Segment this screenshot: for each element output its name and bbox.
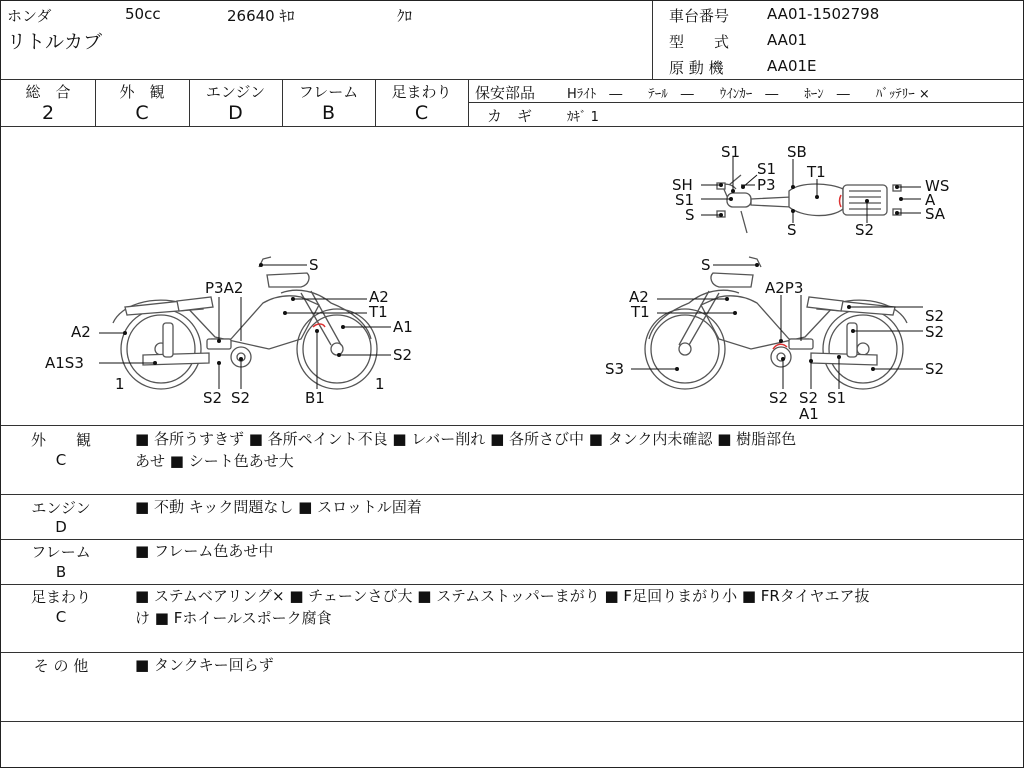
section-exterior-label: 外 観 xyxy=(30,431,91,449)
diagram-label: S xyxy=(309,256,319,274)
section-exterior-grade: C xyxy=(55,451,67,469)
header-bottom-line xyxy=(1,79,1023,80)
diagram-label: P3 xyxy=(757,176,776,194)
diagram-label: S1 xyxy=(757,160,777,178)
diagram-label: S1 xyxy=(827,389,847,407)
diagram-label: S2 xyxy=(393,346,413,364)
grade-divider xyxy=(282,79,283,126)
key-value: ｶｷﾞ 1 xyxy=(567,110,599,125)
displacement: 50cc xyxy=(125,5,161,23)
safety-items: Hﾗｲﾄ ― ﾃｰﾙ ― ｳｲﾝｶｰ ― ﾎｰﾝ ― ﾊﾞｯﾃﾘｰ × xyxy=(567,87,930,102)
diagram-label: S1 xyxy=(675,191,695,209)
diagram-label: S2 xyxy=(925,323,945,341)
section-suspension-line1: ■ ステムベアリング× ■ チェーンさび大 ■ ステムストッパーまがり ■ F足回りまがり小 ■ FRタイヤエア抜 xyxy=(135,587,870,605)
section-engine-line1: ■ 不動 キック問題なし ■ スロットル固着 xyxy=(135,498,422,516)
grade-frame-value: B xyxy=(321,102,336,124)
left-view-markers xyxy=(99,263,391,389)
safety-row-divider xyxy=(468,102,1023,103)
diagram-label: A2P3 xyxy=(765,279,804,297)
grade-engine-label: エンジン xyxy=(205,83,266,101)
diagram-label: S2 xyxy=(925,307,945,325)
diagram-label: A1 xyxy=(799,405,819,423)
diagram-label: S3 xyxy=(605,360,625,378)
section-frame-grade: B xyxy=(55,563,67,581)
diagram-label: A1 xyxy=(393,318,413,336)
diagram-bottom-line xyxy=(1,425,1023,426)
section-engine-grade: D xyxy=(55,518,67,536)
section-divider xyxy=(1,494,1023,495)
section-suspension-grade: C xyxy=(55,608,67,626)
key-label: カ ギ xyxy=(487,107,533,125)
section-divider xyxy=(1,652,1023,653)
frame-no-label: 車台番号 xyxy=(669,7,730,25)
section-frame-label: フレーム xyxy=(31,543,91,561)
grade-divider xyxy=(375,79,376,126)
diagram-label: S2 xyxy=(855,221,875,239)
diagram-label: T1 xyxy=(631,303,650,321)
diagram-label: A1S3 xyxy=(45,354,84,372)
section-suspension-line2: け ■ Fホイールスポーク腐食 xyxy=(135,609,332,627)
section-engine-label: エンジン xyxy=(31,499,91,517)
grade-frame-label: フレーム xyxy=(298,83,359,101)
grade-divider xyxy=(95,79,96,126)
bike-left-view xyxy=(113,257,377,389)
section-divider xyxy=(1,721,1023,722)
color: ｸﾛ xyxy=(397,7,413,25)
type-value: AA01 xyxy=(767,31,808,49)
maker: ホンダ xyxy=(7,7,52,25)
engine-label: 原 動 機 xyxy=(669,59,724,77)
grade-suspension-label: 足まわり xyxy=(391,83,452,101)
bike-right-view xyxy=(645,257,907,389)
mileage: 26640 ｷﾛ xyxy=(227,7,295,25)
safety-label: 保安部品 xyxy=(475,84,536,102)
diagram-label: 1 xyxy=(115,375,125,393)
header-divider xyxy=(652,1,653,79)
diagram-label: WS xyxy=(925,177,950,195)
section-suspension-label: 足まわり xyxy=(30,588,91,606)
section-other-label: そ の 他 xyxy=(33,657,89,675)
diagram-label: T1 xyxy=(807,163,826,181)
section-exterior-line1: ■ 各所うすきず ■ 各所ペイント不良 ■ レバー削れ ■ 各所さび中 ■ タンク内未確認 ■ 樹脂部色 xyxy=(135,430,797,448)
diagram-label: P3A2 xyxy=(205,279,244,297)
diagram-label: S1 xyxy=(721,143,741,161)
grade-overall-label: 総 合 xyxy=(25,83,71,101)
diagram-label: A2 xyxy=(369,288,389,306)
damage-diagram xyxy=(1,127,1023,425)
diagram-label: S xyxy=(701,256,711,274)
diagram-label: T1 xyxy=(369,303,388,321)
grade-overall-value: 2 xyxy=(41,102,55,124)
diagram-label: S2 xyxy=(925,360,945,378)
diagram-label: S xyxy=(787,221,797,239)
diagram-label: SH xyxy=(672,176,693,194)
diagram-label: SA xyxy=(925,205,946,223)
grade-exterior-label: 外 観 xyxy=(119,83,165,101)
engine-value: AA01E xyxy=(767,57,817,75)
diagram-label: S2 xyxy=(203,389,223,407)
diagram-label: A xyxy=(925,191,936,209)
diagram-label: A2 xyxy=(629,288,649,306)
diagram-label: 1 xyxy=(375,375,385,393)
diagram-label: S2 xyxy=(769,389,789,407)
grade-exterior-value: C xyxy=(135,102,149,124)
diagram-label: A2 xyxy=(71,323,91,341)
diagram-label: S xyxy=(685,206,695,224)
type-label: 型 式 xyxy=(669,33,730,51)
grade-engine-value: D xyxy=(228,102,243,124)
frame-no: AA01-1502798 xyxy=(767,5,880,23)
section-other-line1: ■ タンクキー回らず xyxy=(135,656,274,674)
diagram-label: SB xyxy=(787,143,807,161)
grade-divider xyxy=(189,79,190,126)
section-frame-line1: ■ フレーム色あせ中 xyxy=(135,542,274,560)
section-exterior-line2: あせ ■ シート色あせ大 xyxy=(135,452,294,470)
diagram-label: S2 xyxy=(231,389,251,407)
grade-suspension-value: C xyxy=(414,102,429,124)
model-name: リトルカブ xyxy=(7,31,103,53)
diagram-label: B1 xyxy=(305,389,325,407)
diagram-label: S2 xyxy=(799,389,819,407)
